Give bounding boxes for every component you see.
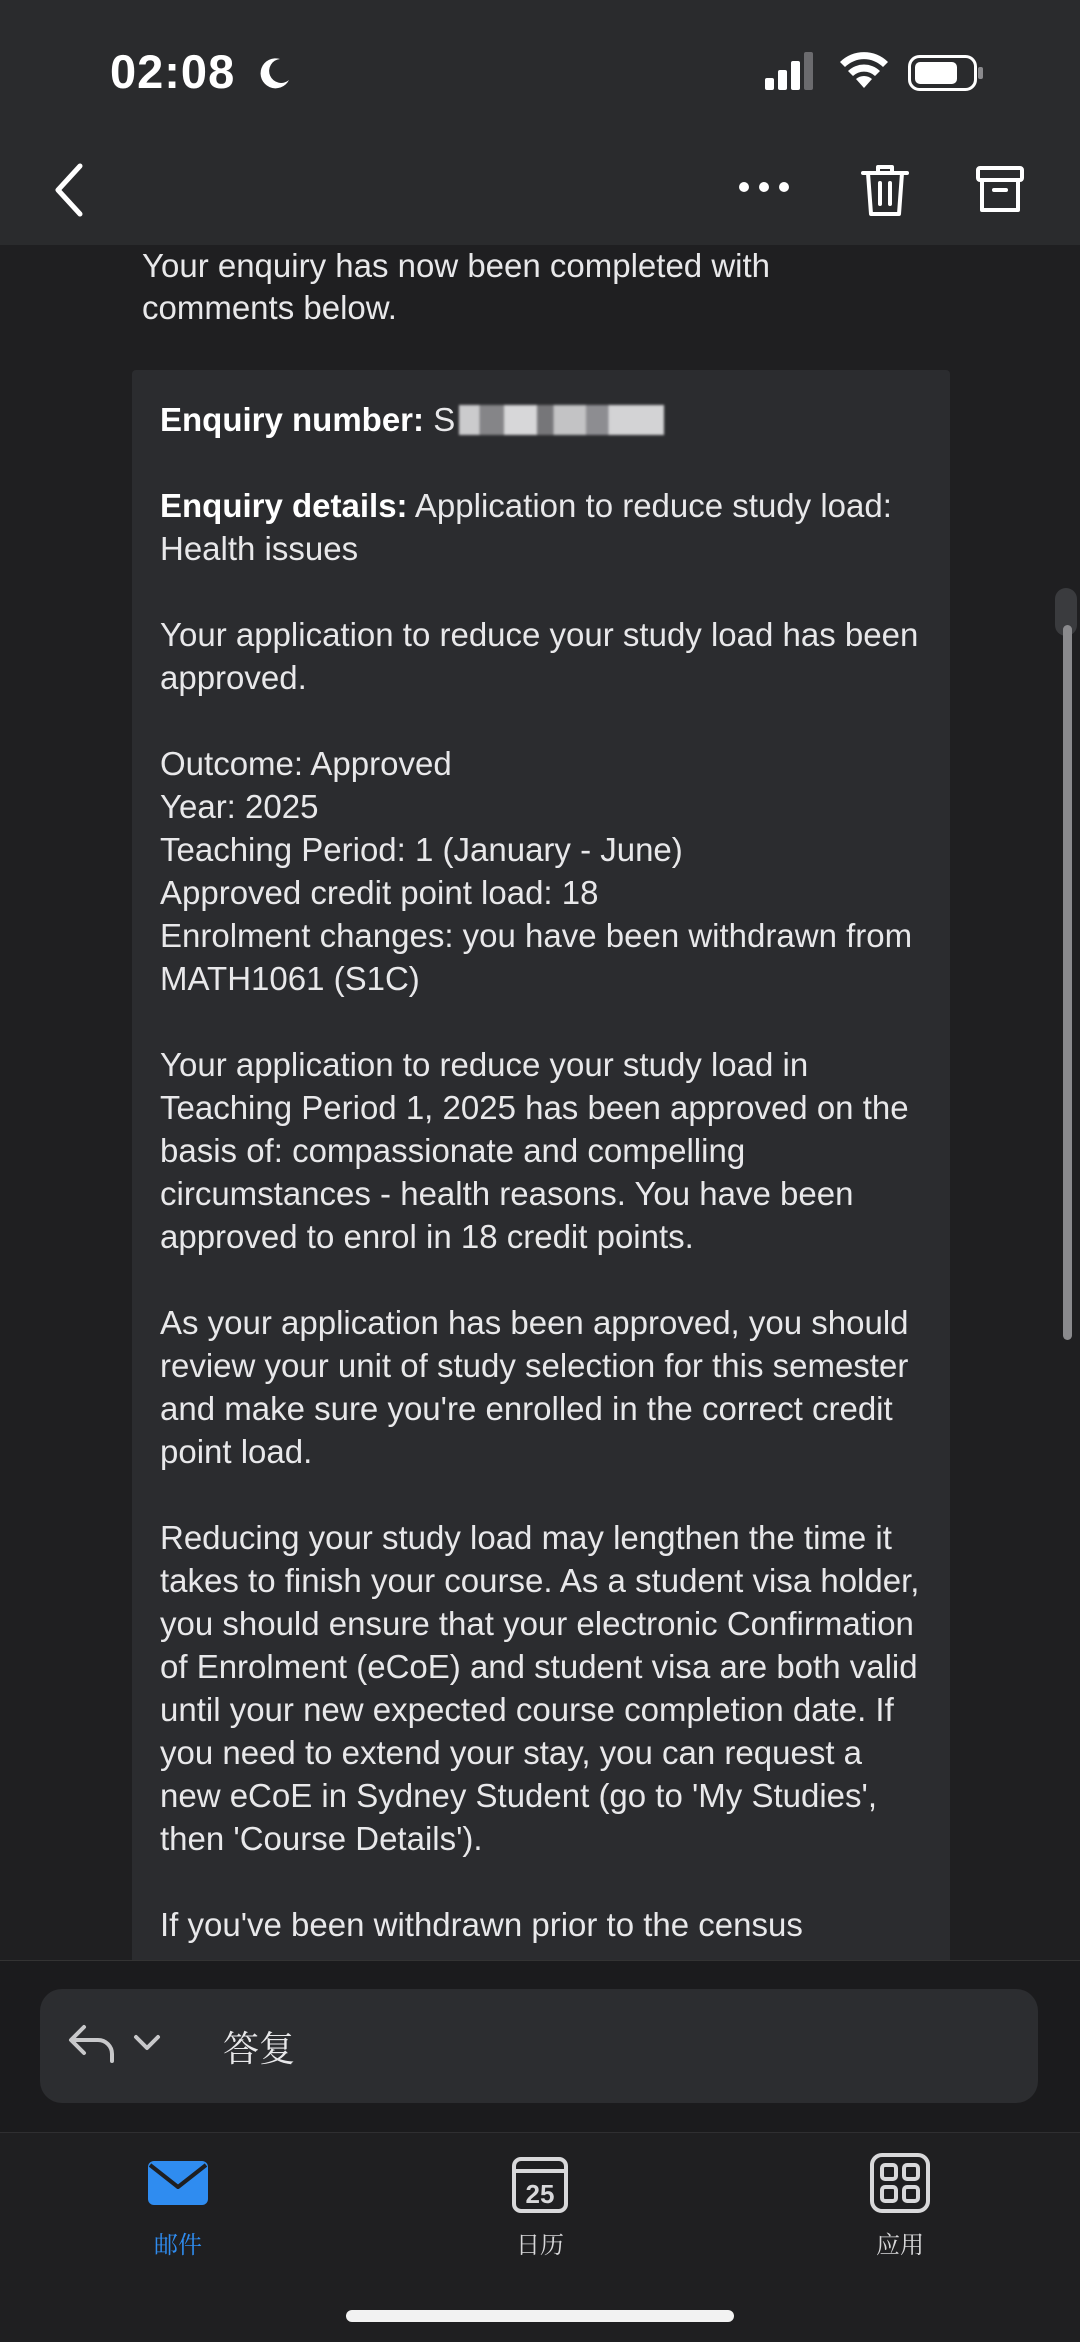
apps-icon: [868, 2153, 932, 2213]
enquiry-details-card: [132, 370, 950, 1960]
tab-mail-label: 邮件: [154, 2231, 202, 2259]
mail-icon: [146, 2153, 210, 2213]
chevron-down-icon[interactable]: [132, 2031, 162, 2055]
reply-bar: [0, 1960, 1080, 2133]
enquiry-details-row: [160, 484, 930, 570]
back-chevron-icon[interactable]: [50, 160, 90, 220]
home-indicator[interactable]: [346, 2310, 734, 2322]
more-options-icon[interactable]: [736, 175, 792, 199]
outcome-line: Outcome: Approved: [160, 745, 452, 782]
enquiry-number-value: S: [433, 401, 456, 438]
enquiry-details-value: Application to reduce study load: Health issues: [160, 487, 892, 567]
enquiry-number-row: [160, 398, 930, 441]
outcome-block: [160, 742, 930, 1000]
reply-arrow-icon: [66, 2021, 118, 2065]
enquiry-number-label: Enquiry number:: [160, 401, 425, 438]
mail-toolbar: [0, 130, 1080, 245]
approved-paragraph: Your application to reduce your study load has been approved.: [160, 616, 919, 696]
status-bar: [0, 0, 1080, 130]
credit-load-line: Approved credit point load: 18: [160, 874, 599, 911]
reply-label: 答复: [223, 2029, 296, 2070]
enquiry-details-label: Enquiry details:: [160, 487, 408, 524]
reply-button[interactable]: [40, 1989, 1038, 2103]
archive-icon[interactable]: [975, 164, 1025, 216]
tab-calendar[interactable]: [460, 2153, 620, 2260]
battery-icon: [908, 55, 986, 91]
focus-moon-icon: [258, 56, 292, 90]
scrollbar[interactable]: [1063, 625, 1072, 1340]
wifi-icon: [838, 48, 890, 90]
redacted-blur: [459, 405, 664, 435]
tab-mail[interactable]: [98, 2153, 258, 2260]
tab-apps-label: 应用: [876, 2231, 924, 2259]
year-line: Year: 2025: [160, 788, 319, 825]
tab-apps[interactable]: [820, 2153, 980, 2260]
status-time: 02:08: [110, 45, 236, 98]
email-intro-text: Your enquiry has now been completed with comments below.: [142, 247, 771, 326]
teaching-period-line: Teaching Period: 1 (January - June): [160, 831, 683, 868]
cutoff-paragraph: If you've been withdrawn prior to the census: [160, 1906, 803, 1943]
cellular-signal-icon: [765, 52, 815, 90]
enrolment-changes-line: Enrolment changes: you have been withdrawn from MATH1061 (S1C): [160, 917, 913, 997]
email-body[interactable]: [0, 245, 1080, 1960]
review-paragraph: As your application has been approved, you should review your unit of study selection for this semester and make sure you're enrolled in the correct credit point load.: [160, 1304, 909, 1470]
basis-paragraph: Your application to reduce your study load in Teaching Period 1, 2025 has been approved on the basis of: compassionate and compelling circumstances - health reasons. You have been approved to enrol in 18 credit points.: [160, 1046, 909, 1255]
visa-paragraph: Reducing your study load may lengthen the time it takes to finish your course. As a student visa holder, you should ensure that your electronic Confirmation of Enrolment (eCoE) and student visa are both valid until your new expected course completion date. If you need to extend your stay, you can request a new eCoE in Sydney Student (go to 'My Studies', then 'Course Details').: [160, 1519, 920, 1857]
tab-calendar-label: 日历: [516, 2231, 564, 2259]
calendar-date-badge: 25: [525, 2179, 555, 2209]
calendar-icon: [508, 2153, 572, 2213]
trash-icon[interactable]: [860, 162, 910, 218]
